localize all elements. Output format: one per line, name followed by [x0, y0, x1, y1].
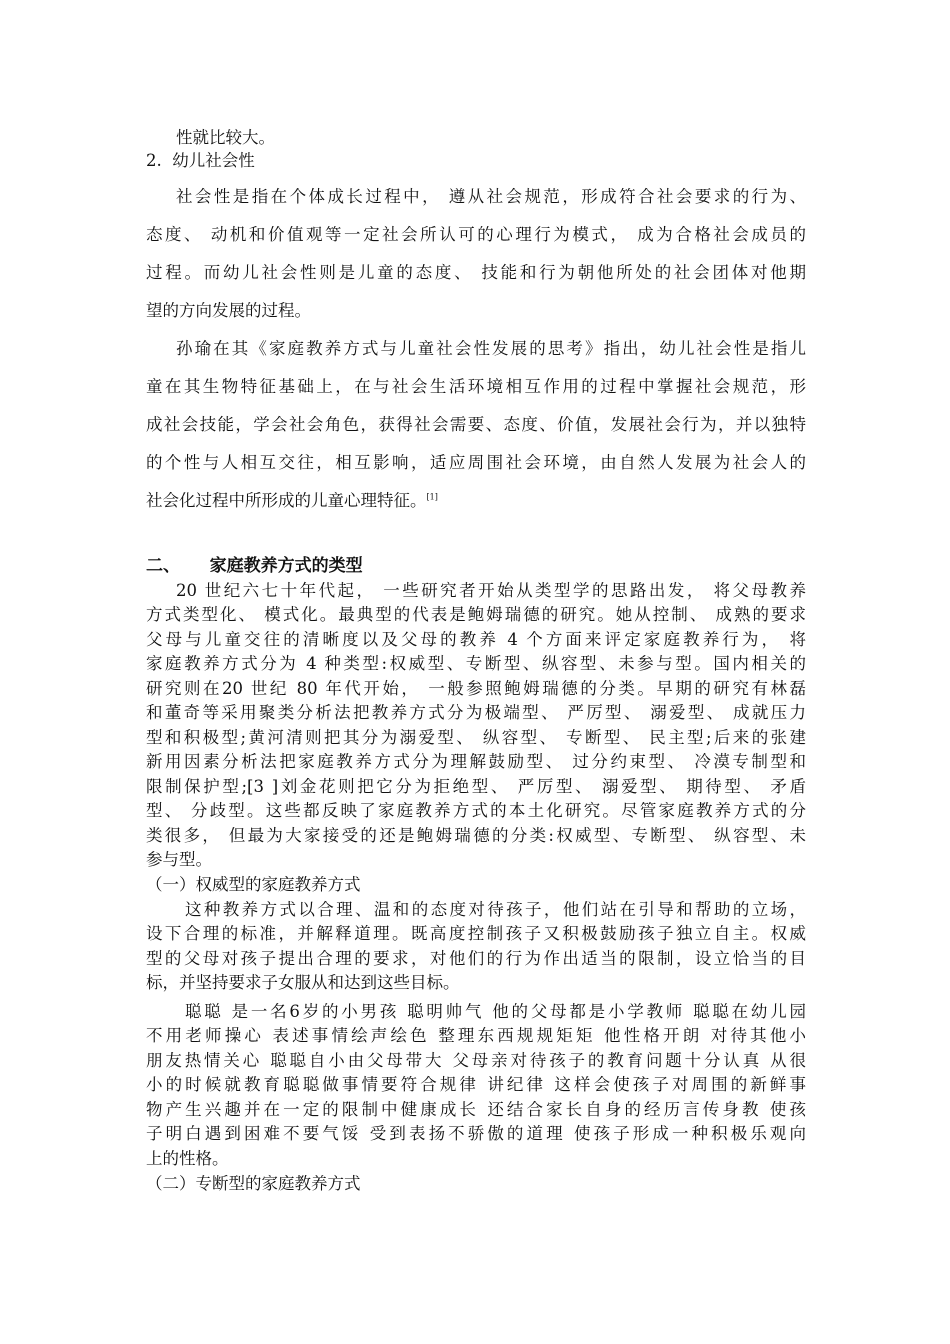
- subsection-heading-2: （二）专断型的家庭教养方式: [146, 1174, 361, 1193]
- para2-line: 成社会技能，学会社会角色，获得社会需要、态度、价值，发展社会行为，并以独特: [146, 415, 806, 434]
- citation-ref: [1]: [426, 492, 438, 502]
- para2-line-last: [146, 490, 806, 512]
- para4-line: 这种教养方式以合理、温和的态度对待孩子，他们站在引导和帮助的立场，: [185, 900, 806, 919]
- para1-line: 望的方向发展的过程。: [146, 301, 311, 320]
- paragraph-continuation: 性就比较大。: [176, 128, 275, 147]
- para2-text: 社会化过程中所形成的儿童心理特征。: [146, 491, 427, 510]
- para2-line: 童在其生物特征基础上，在与社会生活环境相互作用的过程中掌握社会规范，形: [146, 377, 806, 396]
- para5-line: 朋友热情关心 聪聪自小由父母带大 父母亲对待孩子的教育问题十分认真 从很: [146, 1051, 806, 1070]
- para3-line: 方式类型化、 模式化。最典型的代表是鲍姆瑞德的研究。她从控制、 成熟的要求: [146, 605, 806, 624]
- para4-line: 标，并坚持要求子女服从和达到这些目标。: [146, 973, 460, 992]
- para3-line: 参与型。: [146, 850, 212, 869]
- subheading-title: 幼儿社会性: [172, 151, 255, 170]
- para3-line: 父母与儿童交往的清晰度以及父母的教养 4 个方面来评定家庭教养行为， 将: [146, 630, 806, 649]
- para3-line: 和董奇等采用聚类分析法把教养方式分为极端型、 严厉型、 溺爱型、 成就压力: [146, 703, 806, 722]
- para5-line: 不用老师操心 表述事情绘声绘色 整理东西规规矩矩 他性格开朗 对待其他小: [146, 1026, 806, 1045]
- para3-line: 型和积极型;黄河清则把其分为溺爱型、 纵容型、 专断型、 民主型;后来的张建: [146, 728, 806, 747]
- section-title: 家庭教养方式的类型: [209, 556, 363, 576]
- para5-line: 上的性格。: [146, 1149, 229, 1168]
- subheading-number: 2.: [146, 151, 162, 170]
- para5-line: 小的时候就教育聪聪做事情要符合规律 讲纪律 这样会使孩子对周围的新鲜事: [146, 1075, 806, 1094]
- para1-line: 社会性是指在个体成长过程中， 遵从社会规范，形成符合社会要求的行为、: [176, 187, 806, 206]
- para3-line: 新用因素分析法把家庭教养方式分为理解鼓励型、 过分约束型、 冷漠专制型和: [146, 752, 806, 771]
- para4-line: 型的父母对孩子提出合理的要求，对他们的行为作出适当的限制，设立恰当的目: [146, 949, 806, 968]
- para2-line: 的个性与人相互交往，相互影响，适应周围社会环境，由自然人发展为社会人的: [146, 453, 806, 472]
- para3-line: 家庭教养方式分为 4 种类型:权威型、专断型、纵容型、未参与型。国内相关的: [146, 654, 806, 673]
- para5-line: 子明白遇到困难不要气馁 受到表扬不骄傲的道理 使孩子形成一种积极乐观向: [146, 1124, 806, 1143]
- subsection-heading-1: （一）权威型的家庭教养方式: [146, 875, 361, 894]
- para3-line: 类很多， 但最为大家接受的还是鲍姆瑞德的分类:权威型、专断型、 纵容型、未: [146, 826, 806, 845]
- para1-line: 过程。而幼儿社会性则是儿童的态度、 技能和行为朝他所处的社会团体对他期: [146, 263, 806, 282]
- section-number: 二、: [146, 556, 180, 576]
- para3-line: 研究则在20 世纪 80 年代开始， 一般参照鲍姆瑞德的分类。早期的研究有林磊: [146, 679, 806, 698]
- para3-line: 限制保护型;[3 ]刘金花则把它分为拒绝型、 严厉型、 溺爱型、 期待型、 矛盾: [146, 777, 806, 796]
- para4-line: 设下合理的标准，并解释道理。既高度控制孩子又积极鼓励孩子独立自主。权威: [146, 924, 806, 943]
- subheading-2: [146, 150, 806, 172]
- para1-line: 态度、 动机和价值观等一定社会所认可的心理行为模式， 成为合格社会成员的: [146, 225, 806, 244]
- para3-line: 20 世纪六七十年代起， 一些研究者开始从类型学的思路出发， 将父母教养: [176, 581, 806, 600]
- section-heading: [146, 555, 806, 577]
- para3-line: 型、 分歧型。这些都反映了家庭教养方式的本土化研究。尽管家庭教养方式的分: [146, 801, 806, 820]
- para5-line: 物产生兴趣并在一定的限制中健康成长 还结合家长自身的经历言传身教 使孩: [146, 1100, 806, 1119]
- para2-line: 孙瑜在其《家庭教养方式与儿童社会性发展的思考》指出，幼儿社会性是指儿: [176, 339, 806, 358]
- para5-line: 聪聪 是一名6岁的小男孩 聪明帅气 他的父母都是小学教师 聪聪在幼儿园: [185, 1002, 806, 1021]
